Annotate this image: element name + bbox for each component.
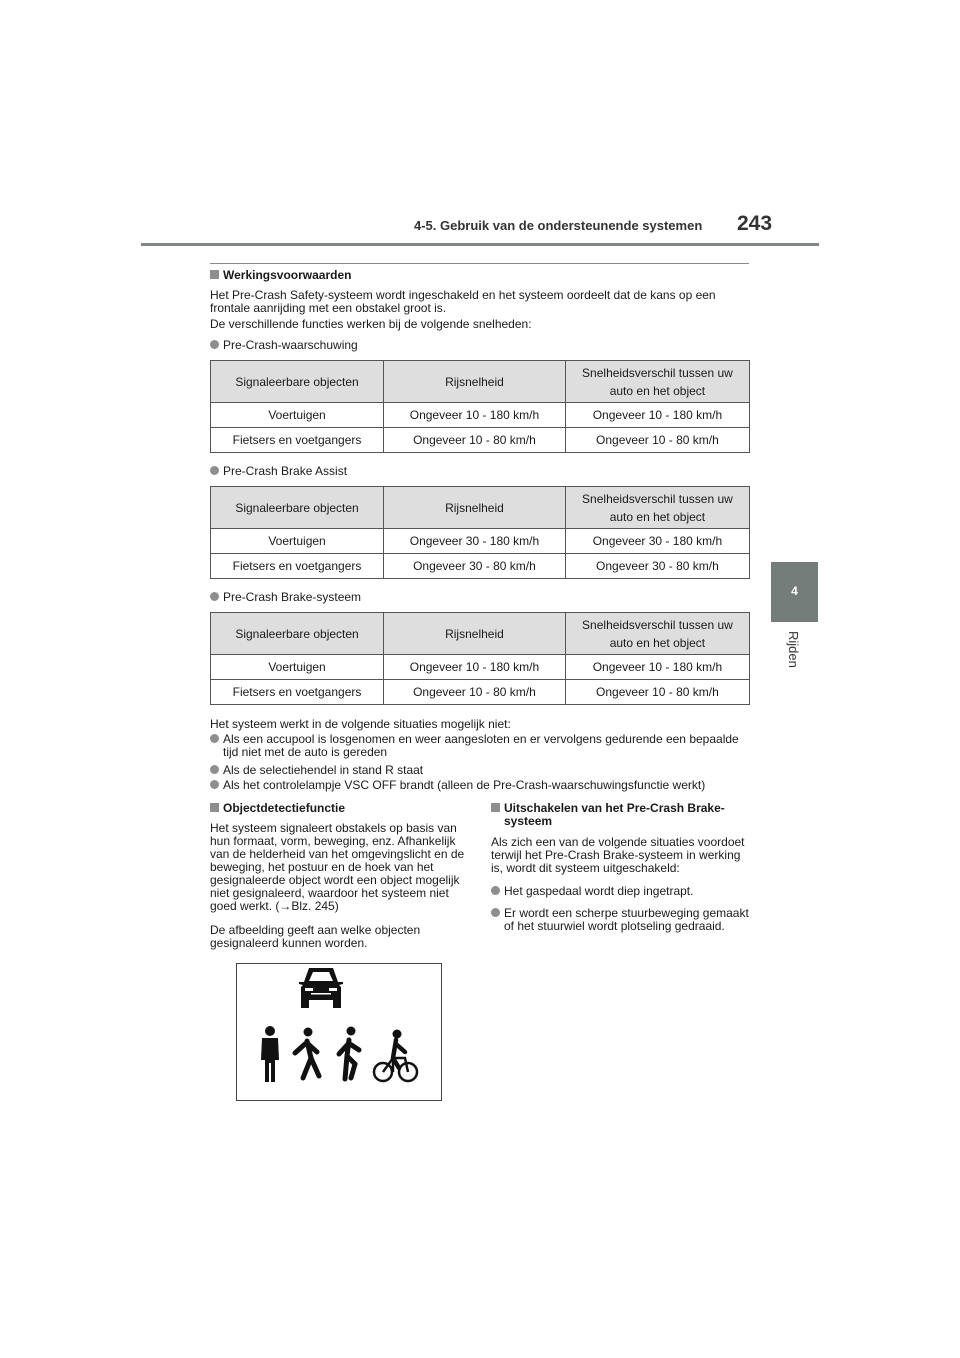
header-section-title: 4-5. Gebruik van de ondersteunende systemen [414, 218, 703, 233]
speed-table [210, 486, 750, 579]
header-cell: Signaleerbare objecten [211, 613, 384, 655]
table-row [211, 680, 750, 705]
page-number: 243 [737, 212, 773, 235]
list-item-text: Als de selectiehendel in stand R staat [223, 763, 424, 777]
header-rule [141, 243, 819, 246]
circle-bullet-icon [491, 886, 500, 895]
paragraph: Het systeem signaleert obstakels op basis van hun formaat, vorm, beweging, enz. Afhankelijk van de helderheid van het omgevingslicht en de beweging, het postuur en de hoek van het gesignaleerde object wordt een object mogelijk niet gesignaleerd, waardoor het systeem niet goed werkt. (→Blz. 245) [210, 821, 465, 913]
table-row [211, 403, 750, 428]
list-item [210, 733, 743, 759]
table-cell: Ongeveer 10 - 80 km/h [565, 428, 749, 453]
list-item-text: Het gaspedaal wordt diep ingetrapt. [504, 884, 694, 898]
header-cell: Signaleerbare objecten [211, 487, 384, 529]
detectable-objects-figure [236, 963, 442, 1101]
table-cell: Ongeveer 30 - 180 km/h [565, 529, 749, 554]
table-cell: Fietsers en voetgangers [211, 680, 384, 705]
table-row [211, 554, 750, 579]
table-cell: Ongeveer 30 - 180 km/h [384, 529, 566, 554]
table-row [211, 529, 750, 554]
list-item-text: Als een accupool is losgenomen en weer aangesloten en er vervolgens gedurende een bepaalde tijd niet met de auto is gereden [223, 732, 739, 759]
section-heading [491, 802, 744, 828]
paragraph: Het Pre-Crash Safety-systeem wordt ingeschakeld en het systeem oordeelt dat de kans op een frontale aanrijding met een obstakel groot is. [210, 288, 716, 315]
car-icon [299, 968, 343, 1008]
list-item-text: Er wordt een scherpe stuurbeweging gemaakt of het stuurwiel wordt plotseling gedraaid. [504, 906, 749, 933]
table-row [211, 428, 750, 453]
table-cell: Ongeveer 10 - 180 km/h [384, 403, 566, 428]
paragraph: De afbeelding geeft aan welke objecten gesignaleerd kunnen worden. [210, 923, 421, 950]
paragraph: De verschillende functies werken bij de volgende snelheden: [210, 317, 532, 331]
table-cell: Ongeveer 10 - 80 km/h [565, 680, 749, 705]
header-cell: Signaleerbare objecten [211, 361, 384, 403]
list-item [210, 779, 768, 792]
speed-table [210, 360, 750, 453]
circle-bullet-icon [210, 466, 219, 475]
header-cell: Rijsnelheid [384, 613, 566, 655]
list-item-text: Als het controlelampje VSC OFF brandt (alleen de Pre-Crash-waarschuwingsfunctie werkt) [223, 778, 706, 792]
section-heading [210, 269, 351, 282]
list-item [210, 764, 763, 777]
walking-pedestrian-icon [295, 1028, 319, 1079]
chapter-label: Rijden [786, 631, 801, 668]
header-cell: Snelheidsverschil tussen uw auto en het object [565, 613, 749, 655]
divider-rule [210, 263, 749, 264]
table-cell: Ongeveer 10 - 180 km/h [384, 655, 566, 680]
table-row [211, 655, 750, 680]
header-cell: Rijsnelheid [384, 487, 566, 529]
list-item [491, 885, 762, 898]
circle-bullet-icon [210, 734, 219, 743]
circle-bullet-icon [210, 592, 219, 601]
table-cell: Ongeveer 10 - 80 km/h [384, 428, 566, 453]
square-bullet-icon [210, 803, 219, 812]
table-cell: Ongeveer 10 - 180 km/h [565, 655, 749, 680]
table-cell: Ongeveer 10 - 180 km/h [565, 403, 749, 428]
paragraph: Als zich een van de volgende situaties voordoet terwijl het Pre-Crash Brake-systeem in werking is, wordt dit systeem uitgeschakeld: [491, 835, 745, 875]
table-title [210, 465, 347, 478]
table-title [210, 591, 361, 604]
table-cell: Voertuigen [211, 403, 384, 428]
table-header-row [211, 487, 750, 529]
header-cell: Rijsnelheid [384, 361, 566, 403]
heading-text: Objectdetectiefunctie [223, 801, 346, 815]
heading-text: Werkingsvoorwaarden [223, 268, 352, 282]
header-cell: Snelheidsverschil tussen uw auto en het object [565, 361, 749, 403]
circle-bullet-icon [491, 908, 500, 917]
running-pedestrian-icon [339, 1027, 359, 1080]
table-cell: Voertuigen [211, 529, 384, 554]
square-bullet-icon [491, 803, 500, 812]
table-cell: Fietsers en voetgangers [211, 428, 384, 453]
table-title-text: Pre-Crash Brake Assist [223, 464, 348, 478]
header-cell: Snelheidsverschil tussen uw auto en het object [565, 487, 749, 529]
table-cell: Ongeveer 10 - 80 km/h [384, 680, 566, 705]
circle-bullet-icon [210, 340, 219, 349]
table-cell: Ongeveer 30 - 80 km/h [384, 554, 566, 579]
table-header-row [211, 361, 750, 403]
square-bullet-icon [210, 270, 219, 279]
chapter-number: 4 [791, 584, 798, 598]
detectable-objects-illustration [237, 964, 441, 1100]
table-cell: Ongeveer 30 - 80 km/h [565, 554, 749, 579]
speed-table [210, 612, 750, 705]
table-title-text: Pre-Crash Brake-systeem [223, 590, 362, 604]
table-title [210, 339, 358, 352]
circle-bullet-icon [210, 765, 219, 774]
list-item [491, 907, 762, 933]
table-cell: Voertuigen [211, 655, 384, 680]
heading-text: Uitschakelen van het Pre-Crash Brake-systeem [504, 801, 725, 828]
section-heading [210, 802, 345, 815]
standing-pedestrian-icon [261, 1026, 279, 1082]
table-title-text: Pre-Crash-waarschuwing [223, 338, 358, 352]
circle-bullet-icon [210, 780, 219, 789]
table-cell: Fietsers en voetgangers [211, 554, 384, 579]
paragraph: Het systeem werkt in de volgende situaties mogelijk niet: [210, 717, 511, 731]
table-header-row [211, 613, 750, 655]
cyclist-icon [374, 1030, 417, 1082]
